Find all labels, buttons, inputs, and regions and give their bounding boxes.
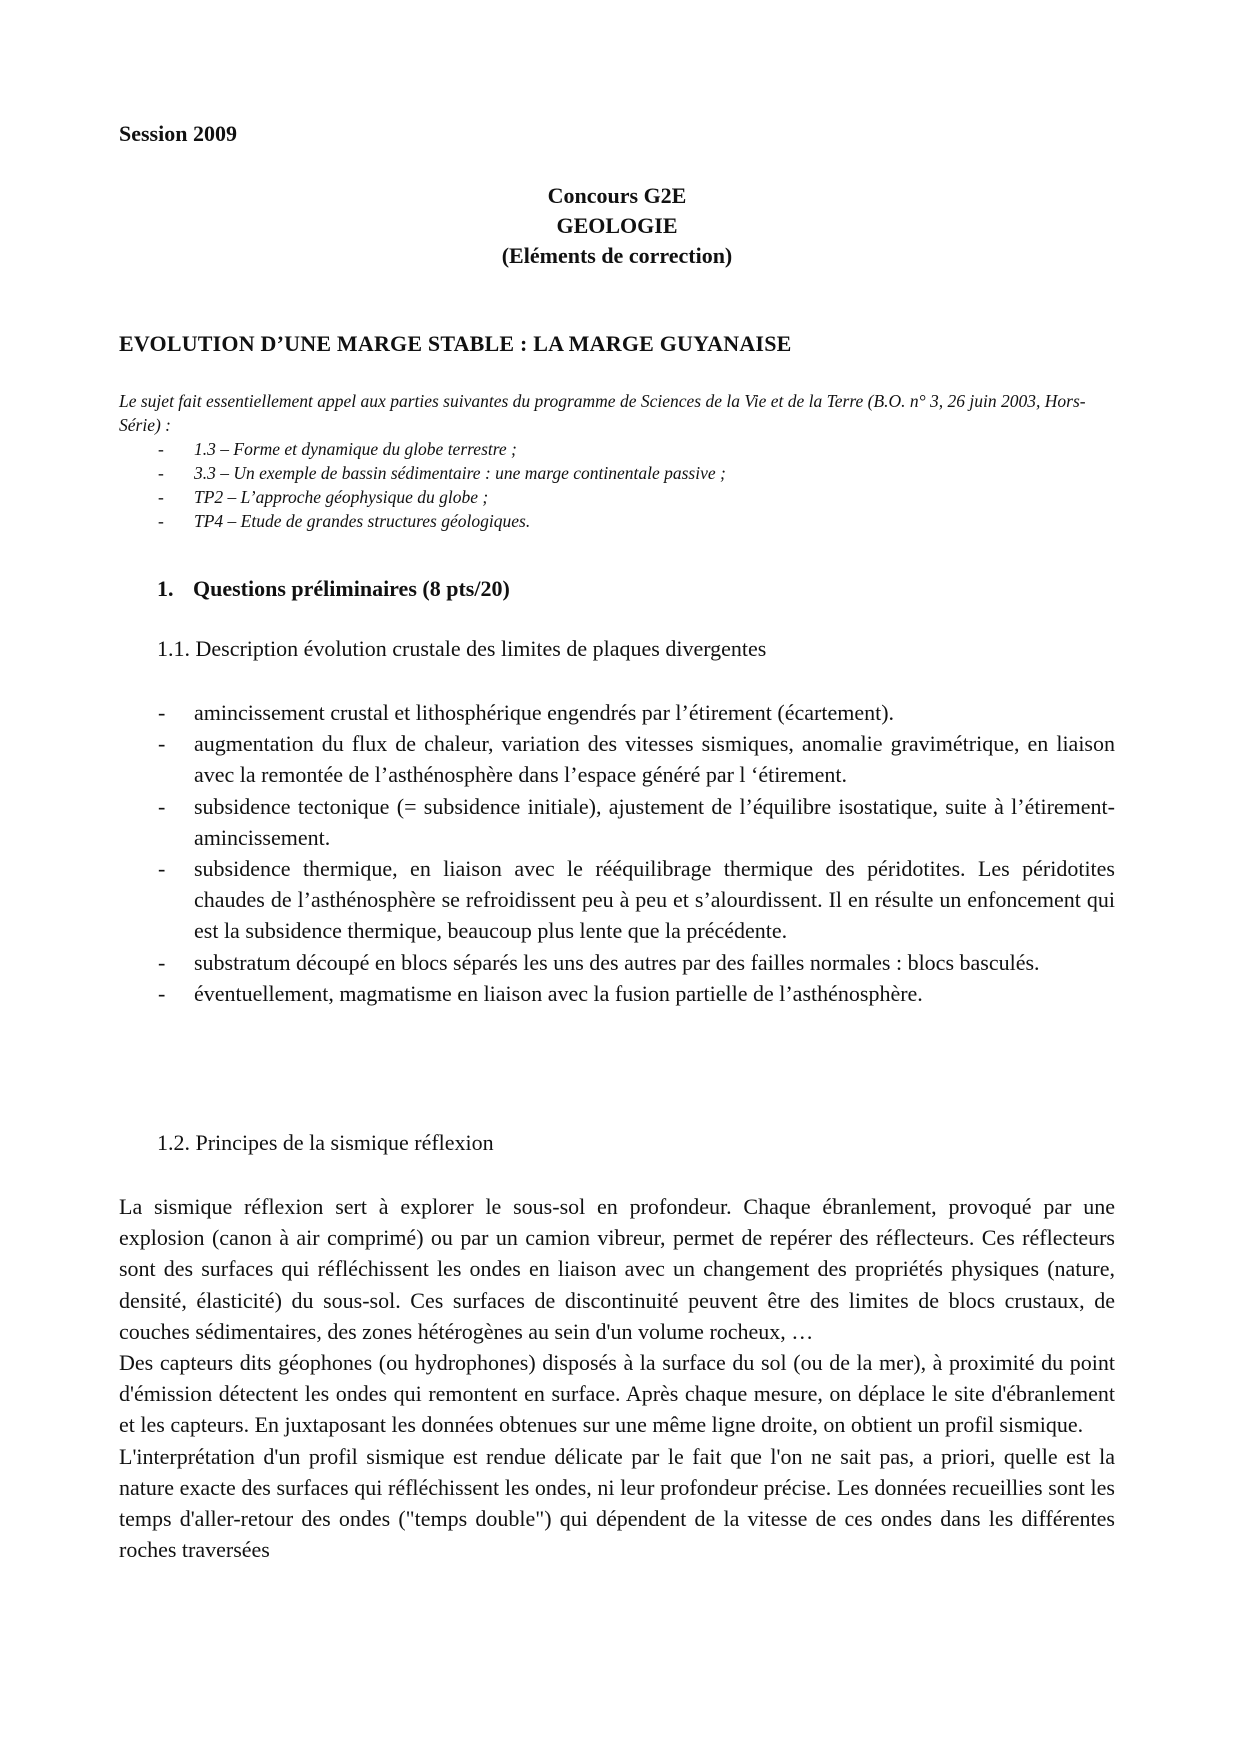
- subsection-heading: 1.1. Description évolution crustale des limites de plaques divergentes: [157, 636, 767, 661]
- list-item: - amincissement crustal et lithosphérique engendrés par l’étirement (écartement).: [158, 700, 895, 725]
- list-item: - 3.3 – Un exemple de bassin sédimentaire : une marge continentale passive ;: [158, 463, 726, 483]
- paragraph: Des capteurs dits géophones (ou hydrophones) disposés à la surface du sol (ou de la mer), à proximité du point d'émission détectent les ondes qui remontent en surface. Après chaque mesure, on déplace le site d'ébranlement et les capteurs. En juxtaposant les données obtenues sur une même ligne droite, on obtient un profil sismique.: [119, 1350, 1115, 1438]
- paragraph: L'interprétation d'un profil sismique est rendue délicate par le fait que l'on ne sait pas, a priori, quelle est la nature exacte des surfaces qui réfléchissent les ondes, ni leur profondeur précise. Les données recueillies sont les temps d'aller-retour des ondes ("temps double") qui dépendent de la vitesse de ces ondes dans les différentes roches traversées: [119, 1443, 1115, 1563]
- list-item: - 1.3 – Forme et dynamique du globe terrestre ;: [158, 439, 517, 459]
- section-number: 1.: [157, 576, 174, 601]
- intro-text: Le sujet fait essentiellement appel aux parties suivantes du programme de Sciences de la Vie et de la Terre (B.O. n° 3, 26 juin 2003, Hors-Série) :: [119, 391, 1086, 435]
- contest-name: Concours G2E: [547, 183, 687, 208]
- body-text: [119, 1191, 1115, 1565]
- list-item: - substratum découpé en blocs séparés les uns des autres par des failles normales : blocs basculés.: [158, 949, 1040, 975]
- section-heading: [157, 576, 510, 602]
- list-item: - augmentation du flux de chaleur, variation des vitesses sismiques, anomalie gravimétrique, en liaison avec la remontée de l’asthénosphère dans l’espace généré par l ‘étirement.: [158, 731, 1115, 788]
- section-title: Questions préliminaires (8 pts/20): [193, 576, 510, 601]
- session-label: Session 2009: [119, 121, 237, 146]
- intro-list: [119, 437, 1115, 533]
- list-item: - TP2 – L’approche géophysique du globe ;: [158, 487, 489, 507]
- list-item: - éventuellement, magmatisme en liaison avec la fusion partielle de l’asthénosphère.: [158, 980, 923, 1006]
- list-item: - subsidence tectonique (= subsidence initiale), ajustement de l’équilibre isostatique, suite à l’étirement-amincissement.: [158, 793, 1115, 850]
- bullet-list: [119, 697, 1115, 1009]
- list-item: - TP4 – Etude de grandes structures géologiques.: [158, 511, 531, 531]
- document-subtitle: (Eléments de correction): [501, 243, 733, 268]
- list-item: - subsidence thermique, en liaison avec le rééquilibrage thermique des péridotites. Les péridotites chaudes de l’asthénosphère se refroidissent peu à peu et s’alourdissent. Il en résulte un enfoncement qui est la subsidence thermique, beaucoup plus lente que la précédente.: [158, 856, 1115, 944]
- subject-name: GEOLOGIE: [556, 213, 678, 238]
- subsection-heading: 1.2. Principes de la sismique réflexion: [157, 1130, 494, 1155]
- intro-block: [119, 389, 1115, 533]
- paragraph: La sismique réflexion sert à explorer le sous-sol en profondeur. Chaque ébranlement, provoqué par une explosion (canon à air comprimé) ou par un camion vibreur, permet de repérer des réflecteurs. Ces réflecteurs sont des surfaces qui réfléchissent les ondes en liaison avec un changement des propriétés physiques (nature, densité, élasticité) du sous-sol. Ces surfaces de discontinuité peuvent être des limites de blocs crustaux, de couches sédimentaires, des zones hétérogènes au sein d'un volume rocheux, …: [119, 1194, 1115, 1344]
- main-title: EVOLUTION D’UNE MARGE STABLE : LA MARGE GUYANAISE: [119, 331, 792, 356]
- title-block: [119, 181, 1115, 271]
